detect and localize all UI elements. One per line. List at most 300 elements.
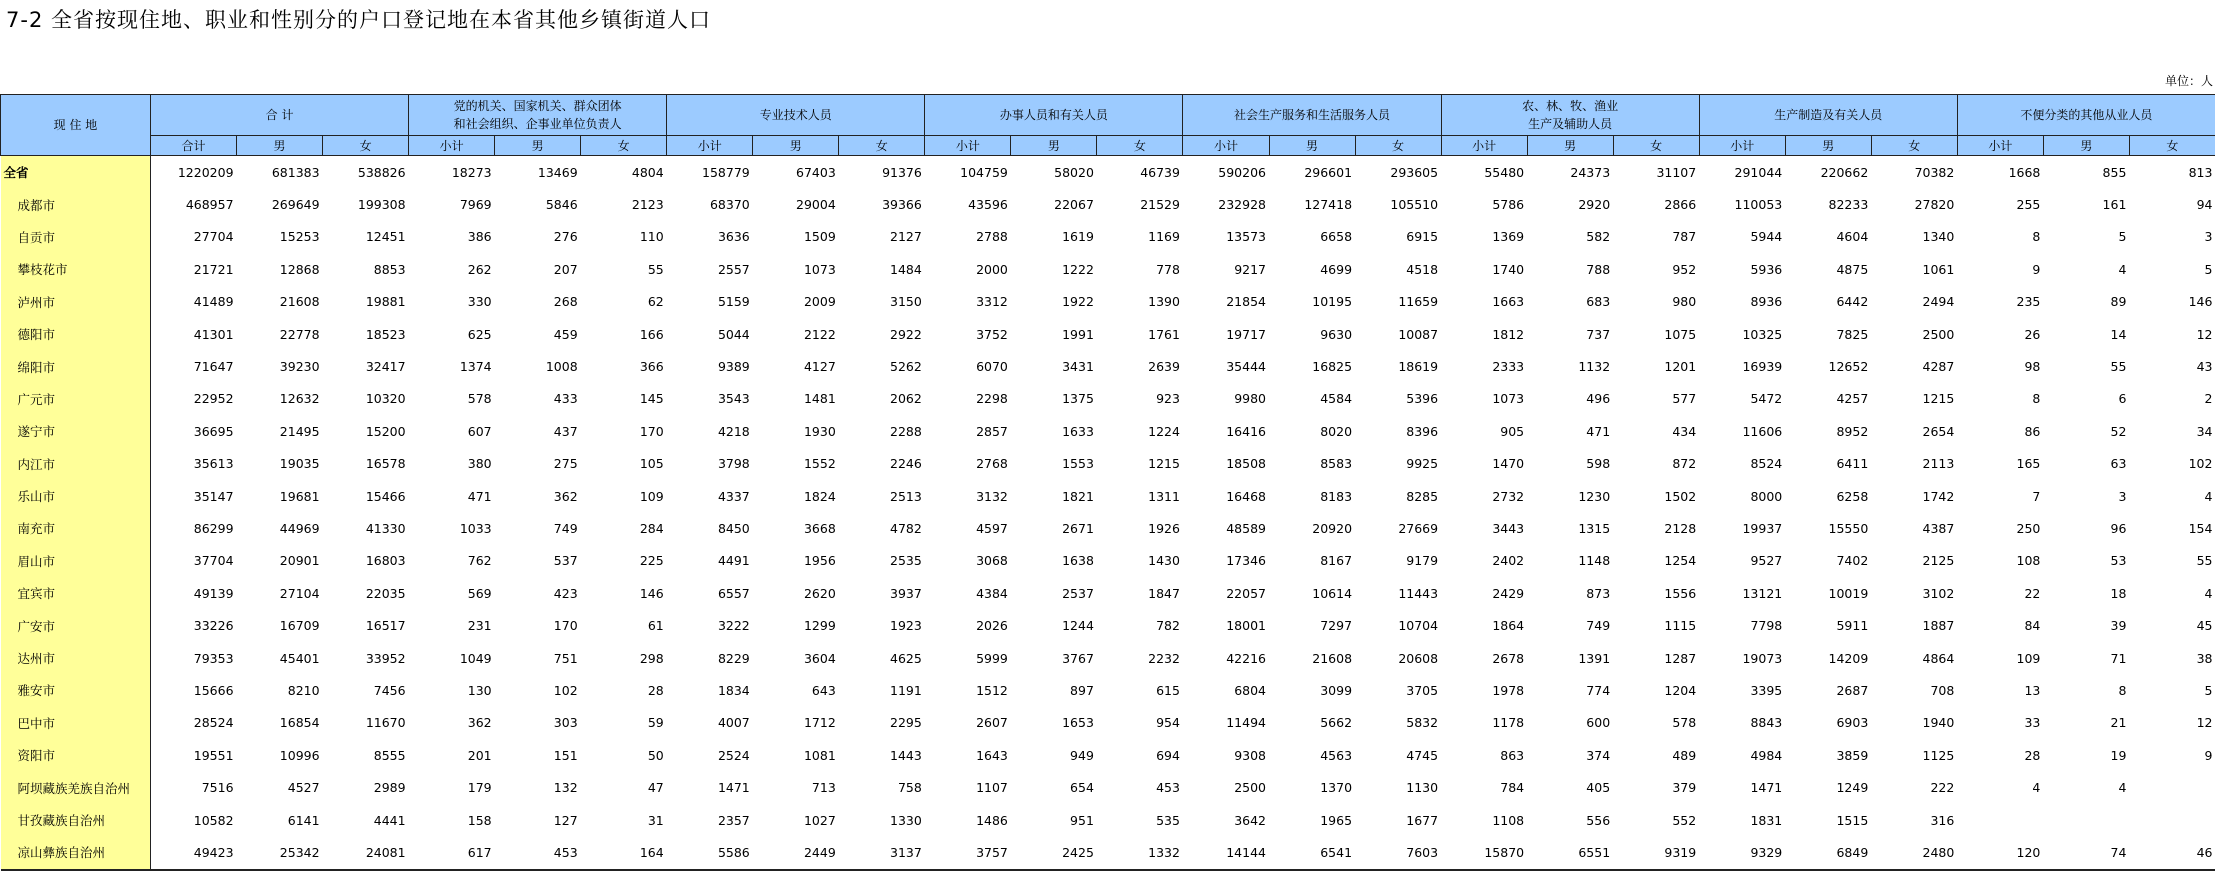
sub-header: 男 (495, 136, 581, 156)
group-header (409, 95, 667, 136)
table-cell: 3937 (890, 585, 922, 601)
row-region-name: 达州市 (1, 642, 151, 674)
table-cell: 16709 (279, 618, 320, 634)
table-cell: 9308 (1234, 747, 1266, 763)
table-cell: 2788 (976, 229, 1008, 245)
table-cell: 4527 (287, 780, 320, 796)
table-cell: 130 (467, 682, 492, 698)
group-header-line2: 和社会组织、企事业单位负责人 (453, 117, 622, 131)
table-cell: 3099 (1320, 682, 1353, 698)
table-cell: 44969 (279, 520, 320, 536)
table-cell: 5786 (1492, 197, 1525, 213)
table-cell: 15200 (365, 423, 406, 439)
table-cell: 6903 (1836, 715, 1869, 731)
sub-header: 男 (1269, 136, 1355, 156)
table-cell: 5 (2204, 682, 2213, 698)
table-cell: 708 (1930, 682, 1955, 698)
table-cell: 22035 (365, 585, 406, 601)
table-cell: 89 (2110, 294, 2127, 310)
table-cell: 7825 (1836, 326, 1869, 342)
table-cell: 2295 (890, 715, 922, 731)
table-cell: 2480 (1871, 836, 1957, 869)
table-cell: 2429 (1492, 585, 1525, 601)
table-cell: 276 (553, 229, 578, 245)
table-cell: 1169 (1148, 229, 1180, 245)
table-cell: 2333 (1492, 359, 1525, 375)
table-cell: 1391 (1578, 650, 1611, 666)
table-cell: 330 (467, 294, 492, 310)
table-cell: 55480 (1484, 164, 1525, 180)
table-cell: 86 (2024, 423, 2041, 439)
table-cell: 2989 (373, 780, 406, 796)
table-cell: 863 (1500, 747, 1525, 763)
table-cell: 9389 (717, 359, 750, 375)
table-cell: 16939 (1742, 359, 1783, 375)
table-cell: 1824 (803, 488, 836, 504)
table-cell: 268 (553, 294, 578, 310)
table-cell: 923 (1156, 391, 1180, 407)
table-cell: 98 (2024, 359, 2041, 375)
table-cell: 8450 (717, 520, 750, 536)
table-cell: 1761 (1148, 326, 1180, 342)
table-cell: 386 (467, 229, 492, 245)
table-cell: 1254 (1664, 553, 1697, 569)
table-cell: 36695 (193, 423, 234, 439)
table-cell: 18001 (1226, 618, 1266, 634)
table-cell: 2857 (976, 423, 1008, 439)
table-cell: 4384 (976, 585, 1008, 601)
table-row (1, 545, 2215, 577)
table-cell: 1991 (1062, 326, 1094, 342)
table-cell: 3767 (1062, 650, 1094, 666)
table-cell: 45401 (279, 650, 320, 666)
table-cell: 4 (2204, 585, 2213, 601)
sub-header: 男 (2043, 136, 2129, 156)
table-cell: 16468 (1226, 488, 1266, 504)
table-cell: 6804 (1234, 682, 1266, 698)
table-cell: 855 (2102, 164, 2127, 180)
table-cell: 15550 (1828, 520, 1869, 536)
table-cell: 18273 (451, 164, 492, 180)
table-cell: 1008 (545, 359, 578, 375)
row-region-name: 泸州市 (1, 286, 151, 318)
sub-header: 小计 (1699, 136, 1785, 156)
table-cell: 220662 (1820, 164, 1869, 180)
table-cell: 3798 (717, 456, 750, 472)
table-cell: 949 (1070, 747, 1094, 763)
table-cell: 5472 (1750, 391, 1783, 407)
table-cell: 41301 (193, 326, 234, 342)
row-region-name: 南充市 (1, 512, 151, 544)
table-cell: 19073 (1742, 650, 1783, 666)
table-cell: 12632 (279, 391, 320, 407)
table-cell: 55 (2110, 359, 2127, 375)
table-cell: 1471 (717, 780, 750, 796)
table-cell: 59 (647, 715, 664, 731)
table-cell: 694 (1156, 747, 1180, 763)
table-cell: 48589 (1226, 520, 1266, 536)
table-cell: 61 (647, 618, 664, 634)
table-cell: 9 (2032, 261, 2041, 277)
table-cell: 2000 (976, 261, 1008, 277)
table-cell: 10996 (279, 747, 320, 763)
table-cell: 4 (2118, 780, 2127, 796)
table-cell: 14209 (1828, 650, 1869, 666)
table-cell: 9217 (1234, 261, 1266, 277)
table-cell: 10582 (193, 812, 234, 828)
table-cell: 8 (2032, 229, 2041, 245)
table-cell: 16578 (365, 456, 406, 472)
table-cell: 8285 (1406, 488, 1439, 504)
table-cell: 207 (553, 261, 578, 277)
table-cell: 14144 (1183, 836, 1269, 869)
table-cell: 7969 (459, 197, 492, 213)
table-cell: 41330 (365, 520, 406, 536)
row-region-name: 宜宾市 (1, 577, 151, 609)
table-cell: 1619 (1062, 229, 1094, 245)
table-cell: 7402 (1836, 553, 1869, 569)
table-cell: 7 (2032, 488, 2041, 504)
table-cell: 758 (897, 780, 922, 796)
table-cell: 28524 (193, 715, 234, 731)
table-cell: 437 (553, 423, 578, 439)
table-cell: 5911 (1836, 618, 1869, 634)
table-cell: 1299 (803, 618, 836, 634)
sub-header: 男 (1011, 136, 1097, 156)
table-cell: 8936 (1750, 294, 1783, 310)
table-cell: 151 (553, 747, 578, 763)
table-cell: 2678 (1492, 650, 1525, 666)
sub-header: 男 (753, 136, 839, 156)
table-cell: 362 (553, 488, 578, 504)
table-cell: 27669 (1398, 520, 1439, 536)
table-cell: 6442 (1836, 294, 1869, 310)
table-row (1, 674, 2215, 706)
table-cell: 104759 (960, 164, 1008, 180)
table-cell: 2537 (1062, 585, 1094, 601)
table-cell: 379 (1672, 780, 1697, 796)
table-cell: 6411 (1836, 456, 1869, 472)
row-region-name: 阿坝藏族羌族自治州 (1, 771, 151, 803)
table-cell: 10704 (1398, 618, 1439, 634)
sub-header: 小计 (925, 136, 1011, 156)
group-header (1699, 95, 1957, 136)
table-cell: 6557 (717, 585, 750, 601)
table-cell: 22057 (1226, 585, 1266, 601)
sub-header: 男 (237, 136, 323, 156)
table-cell: 41489 (193, 294, 234, 310)
table-cell: 105 (639, 456, 664, 472)
table-cell: 82233 (1828, 197, 1869, 213)
row-region-name: 眉山市 (1, 545, 151, 577)
sub-header: 小计 (1183, 136, 1269, 156)
table-cell: 1191 (890, 682, 922, 698)
table-cell: 778 (1156, 261, 1180, 277)
table-row (1, 804, 2215, 836)
table-cell: 12868 (279, 261, 320, 277)
table-cell: 1663 (1492, 294, 1525, 310)
table-cell: 1887 (1922, 618, 1955, 634)
group-header (151, 95, 409, 136)
table-cell: 284 (639, 520, 664, 536)
page-title: 7-2 全省按现住地、职业和性别分的户口登记地在本省其他乡镇街道人口 (6, 8, 711, 32)
table-cell: 4 (2032, 780, 2041, 796)
table-cell: 468957 (185, 197, 234, 213)
table-cell: 13573 (1226, 229, 1266, 245)
table-cell: 2922 (890, 326, 922, 342)
group-header-line1: 合 计 (265, 108, 294, 122)
table-cell: 8183 (1320, 488, 1353, 504)
table-cell: 4007 (717, 715, 750, 731)
table-cell: 9329 (1699, 836, 1785, 869)
table-cell: 22952 (193, 391, 234, 407)
table-cell: 774 (1586, 682, 1611, 698)
unit-label: 单位：人 (2164, 74, 2213, 88)
sub-header: 女 (2129, 136, 2215, 156)
table-cell: 433 (553, 391, 578, 407)
table-cell: 2639 (1148, 359, 1180, 375)
table-cell: 1027 (803, 812, 836, 828)
table-row (1, 512, 2215, 544)
table-cell: 21854 (1226, 294, 1266, 310)
row-region-name: 甘孜藏族自治州 (1, 804, 151, 836)
table-cell: 713 (811, 780, 836, 796)
table-cell: 19035 (279, 456, 320, 472)
table-cell: 4 (2204, 488, 2213, 504)
table-cell: 291044 (1734, 164, 1783, 180)
sub-header: 女 (1871, 136, 1957, 156)
group-header (1183, 95, 1441, 136)
table-cell: 127418 (1304, 197, 1353, 213)
table-cell: 110053 (1734, 197, 1783, 213)
table-cell: 4441 (373, 812, 406, 828)
table-cell: 2687 (1836, 682, 1869, 698)
table-cell: 4563 (1320, 747, 1353, 763)
table-cell: 905 (1500, 423, 1525, 439)
table-cell: 296601 (1304, 164, 1353, 180)
table-cell: 1742 (1922, 488, 1955, 504)
table-cell: 1178 (1492, 715, 1525, 731)
table-cell: 43596 (968, 197, 1008, 213)
table-cell: 582 (1586, 229, 1611, 245)
table-cell: 405 (1586, 780, 1611, 796)
table-cell: 3431 (1062, 359, 1094, 375)
table-cell: 2125 (1922, 553, 1955, 569)
table-cell: 298 (639, 650, 664, 666)
table-cell: 3543 (717, 391, 750, 407)
table-row (1, 221, 2215, 253)
table-cell: 578 (1672, 715, 1697, 731)
table-cell: 1315 (1578, 520, 1611, 536)
table-cell: 22778 (279, 326, 320, 342)
table-cell: 108 (2016, 553, 2041, 569)
table-cell: 552 (1672, 812, 1697, 828)
table-cell: 434 (1672, 423, 1697, 439)
table-cell: 33 (2024, 715, 2041, 731)
table-row (1, 350, 2215, 382)
table-cell: 782 (1156, 618, 1180, 634)
table-cell: 8853 (373, 261, 406, 277)
table-cell: 3222 (717, 618, 750, 634)
table-cell: 2357 (717, 812, 750, 828)
table-cell: 110 (639, 229, 664, 245)
table-cell: 569 (467, 585, 492, 601)
table-cell: 9319 (1613, 836, 1699, 869)
table-cell: 255 (2016, 197, 2041, 213)
table-cell: 19 (2110, 747, 2127, 763)
table-cell: 3443 (1492, 520, 1525, 536)
table-cell: 225 (639, 553, 664, 569)
table-cell: 538826 (357, 164, 406, 180)
table-cell: 20901 (279, 553, 320, 569)
table-cell: 250 (2016, 520, 2041, 536)
table-cell: 10195 (1312, 294, 1353, 310)
table-cell: 2607 (976, 715, 1008, 731)
table-row (1, 286, 2215, 318)
table-cell: 16517 (365, 618, 406, 634)
table-cell: 67403 (796, 164, 836, 180)
table-cell: 2122 (803, 326, 836, 342)
sub-header: 女 (323, 136, 409, 156)
table-cell: 1965 (1320, 812, 1353, 828)
table-cell: 4625 (890, 650, 922, 666)
table-cell: 3395 (1750, 682, 1783, 698)
table-cell: 31107 (1656, 164, 1697, 180)
table-cell: 293605 (1390, 164, 1439, 180)
table-cell: 423 (553, 585, 578, 601)
table-cell: 1230 (1578, 488, 1611, 504)
table-cell: 12 (2196, 326, 2213, 342)
table-cell: 1033 (459, 520, 492, 536)
table-cell: 2732 (1492, 488, 1525, 504)
table-cell: 3757 (925, 836, 1011, 869)
table-cell: 1430 (1148, 553, 1180, 569)
table-cell: 1375 (1062, 391, 1094, 407)
table-cell: 471 (1586, 423, 1611, 439)
table-cell: 8 (2032, 391, 2041, 407)
table-cell: 269649 (271, 197, 320, 213)
table-cell: 737 (1586, 326, 1611, 342)
table-cell: 1215 (1148, 456, 1180, 472)
table-cell: 1073 (803, 261, 836, 277)
table-cell: 2113 (1922, 456, 1955, 472)
table-cell: 489 (1672, 747, 1697, 763)
table-cell: 11670 (365, 715, 406, 731)
table-row (1, 771, 2215, 803)
table-cell: 19717 (1226, 326, 1266, 342)
table-cell: 39230 (279, 359, 320, 375)
table-cell: 1812 (1492, 326, 1525, 342)
table-cell: 1287 (1664, 650, 1697, 666)
table-cell: 5396 (1406, 391, 1439, 407)
table-cell: 617 (409, 836, 495, 869)
table-cell: 1201 (1664, 359, 1697, 375)
table-cell: 2500 (1234, 780, 1266, 796)
table-cell: 32417 (365, 359, 406, 375)
table-cell: 201 (467, 747, 492, 763)
table-cell: 1075 (1664, 326, 1697, 342)
table-cell: 578 (467, 391, 492, 407)
table-cell: 4 (2118, 261, 2127, 277)
group-header-line1: 社会生产服务和生活服务人员 (1234, 108, 1391, 122)
table-cell: 453 (495, 836, 581, 869)
row-region-name: 德阳市 (1, 318, 151, 350)
table-cell: 5832 (1406, 715, 1439, 731)
table-cell: 2246 (890, 456, 922, 472)
table-cell: 2524 (717, 747, 750, 763)
table-cell: 5 (2204, 261, 2213, 277)
table-cell: 79353 (193, 650, 234, 666)
table-cell: 6915 (1406, 229, 1439, 245)
table-cell: 2654 (1922, 423, 1955, 439)
table-row (1, 383, 2215, 415)
table-cell: 262 (467, 261, 492, 277)
table-cell: 158 (467, 812, 492, 828)
table-cell: 598 (1586, 456, 1611, 472)
table-cell: 7516 (201, 780, 234, 796)
table-cell: 15253 (279, 229, 320, 245)
table-cell: 5044 (717, 326, 750, 342)
table-cell: 165 (2016, 456, 2041, 472)
table-cell: 9 (2204, 747, 2213, 763)
table-cell: 1311 (1148, 488, 1180, 504)
table-cell: 6141 (287, 812, 320, 828)
table-cell: 751 (553, 650, 578, 666)
table-cell: 275 (553, 456, 578, 472)
group-header-line1: 党的机关、国家机关、群众团体 (453, 99, 622, 113)
table-cell: 1107 (976, 780, 1008, 796)
table-cell: 27104 (279, 585, 320, 601)
table-cell: 8000 (1750, 488, 1783, 504)
table-cell: 16416 (1226, 423, 1266, 439)
table-cell: 380 (467, 456, 492, 472)
group-header-line1: 生产制造及有关人员 (1774, 108, 1883, 122)
table-cell: 166 (639, 326, 664, 342)
table-cell: 12652 (1828, 359, 1869, 375)
group-header-line1: 不便分类的其他从业人员 (2020, 108, 2153, 122)
table-cell: 459 (553, 326, 578, 342)
table-cell: 74 (2043, 836, 2129, 869)
table-cell: 366 (639, 359, 664, 375)
table-cell: 8396 (1406, 423, 1439, 439)
table-cell: 2494 (1922, 294, 1955, 310)
table-cell: 10320 (365, 391, 406, 407)
table-cell: 496 (1586, 391, 1611, 407)
table-cell: 19551 (193, 747, 234, 763)
table-cell (1957, 804, 2043, 836)
table-cell: 18523 (365, 326, 406, 342)
group-header-line1: 专业技术人员 (759, 108, 832, 122)
table-cell: 22067 (1054, 197, 1094, 213)
table-cell: 8 (2118, 682, 2127, 698)
table-cell: 33952 (365, 650, 406, 666)
table-cell: 3859 (1836, 747, 1869, 763)
table-cell: 813 (2188, 164, 2213, 180)
table-cell: 1390 (1148, 294, 1180, 310)
row-region-name: 乐山市 (1, 480, 151, 512)
table-cell: 784 (1500, 780, 1525, 796)
table-cell: 86299 (193, 520, 234, 536)
table-cell: 62 (647, 294, 664, 310)
table-cell: 1443 (890, 747, 922, 763)
table-cell: 535 (1156, 812, 1180, 828)
table-cell: 24373 (1570, 164, 1611, 180)
table-cell: 46 (2129, 836, 2215, 869)
table-cell: 14 (2110, 326, 2127, 342)
table-cell: 3604 (803, 650, 836, 666)
table-cell: 2513 (890, 488, 922, 504)
row-region-name: 攀枝花市 (1, 253, 151, 285)
